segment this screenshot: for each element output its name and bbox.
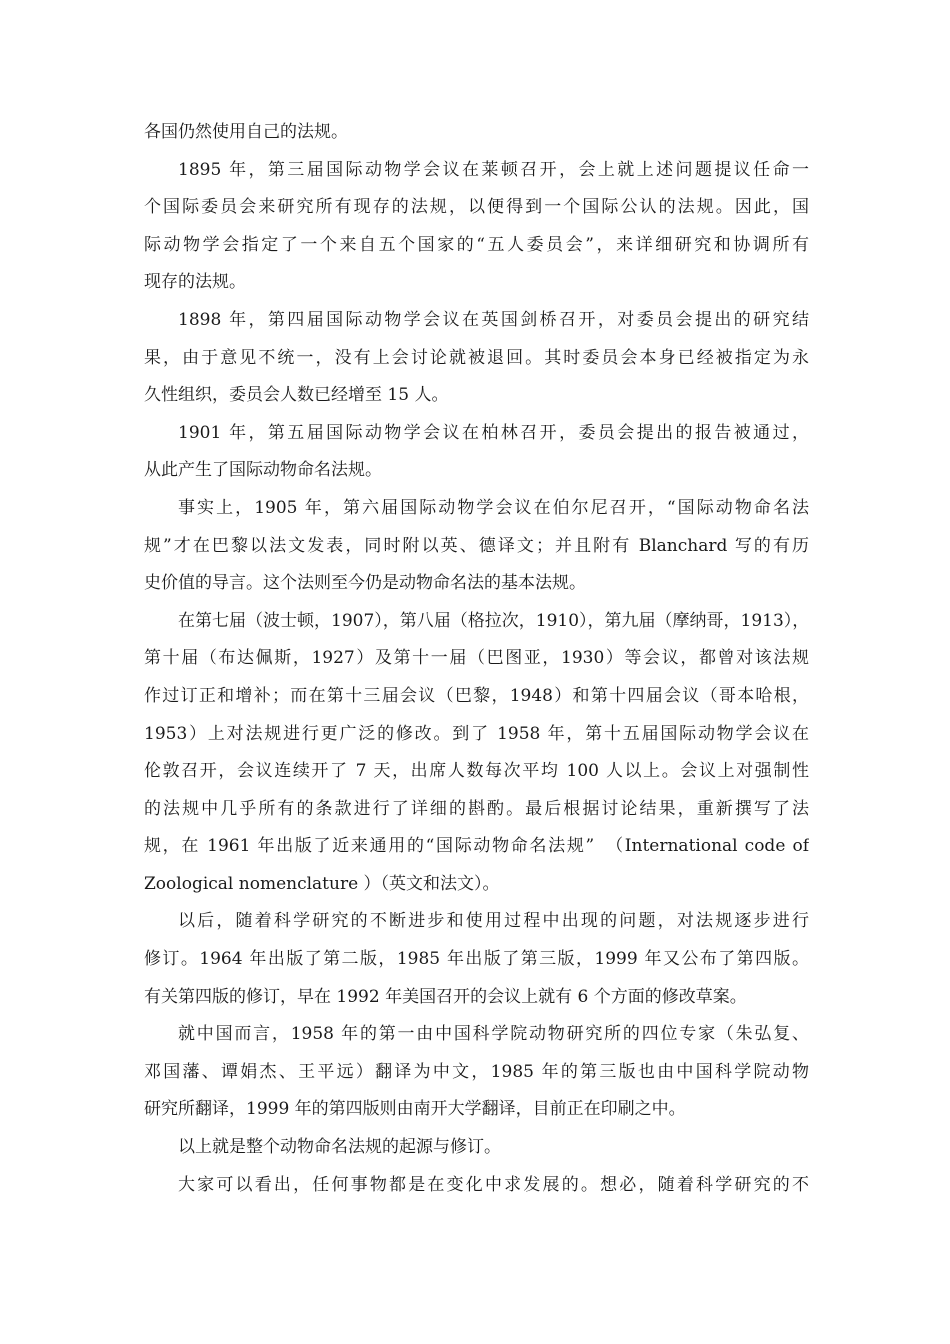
text-line: 修订。1964 年出版了第二版，1985 年出版了第三版，1999 年又公布了第四版。 (144, 949, 809, 970)
text-line: 作过订正和增补；而在第十三届会议（巴黎，1948）和第十四届会议（哥本哈根， (144, 685, 809, 706)
text-line: 在第七届（波士顿，1907），第八届（格拉次，1910），第九届（摩纳哥，1913）， (178, 610, 809, 631)
body-text (144, 114, 809, 1204)
text-line: 就中国而言，1958 年的第一由中国科学院动物研究所的四位专家（朱弘复、 (178, 1024, 809, 1045)
text-line: 伦敦召开，会议连续开了 7 天，出席人数每次平均 100 人以上。会议上对强制性 (144, 761, 809, 782)
text-line: 际动物学会指定了一个来自五个国家的“五人委员会”，来详细研究和协调所有 (144, 234, 809, 255)
text-line: 1901 年，第五届国际动物学会议在柏林召开，委员会提出的报告被通过， (178, 422, 809, 443)
text-line: 规，在 1961 年出版了近来通用的“国际动物命名法规” （International code of (144, 836, 809, 857)
text-line: 各国仍然使用自己的法规。 (144, 122, 348, 142)
text-line: 久性组织，委员会人数已经增至 15 人。 (144, 385, 449, 406)
text-line: 有关第四版的修订，早在 1992 年美国召开的会议上就有 6 个方面的修改草案。 (144, 986, 747, 1007)
text-line: 第十届（布达佩斯，1927）及第十一届（巴图亚，1930）等会议，都曾对该法规 (144, 648, 809, 669)
text-line: 史价值的导言。这个法则至今仍是动物命名法的基本法规。 (144, 573, 586, 594)
text-line: 1895 年，第三届国际动物学会议在莱顿召开，会上就上述问题提议任命一 (178, 159, 809, 180)
text-line: 个国际委员会来研究所有现存的法规，以便得到一个国际公认的法规。因此，国 (144, 197, 809, 218)
text-line: 1898 年，第四届国际动物学会议在英国剑桥召开，对委员会提出的研究结 (178, 309, 809, 330)
text-line: 规”才在巴黎以法文发表，同时附以英、德译文；并且附有 Blanchard 写的有历 (144, 535, 809, 556)
text-line: 事实上，1905 年，第六届国际动物学会议在伯尔尼召开，“国际动物命名法 (178, 497, 809, 518)
text-line: 1953）上对法规进行更广泛的修改。到了 1958 年，第十五届国际动物学会议在 (144, 723, 809, 744)
text-line: 果，由于意见不统一，没有上会讨论就被退回。其时委员会本身已经被指定为永 (144, 347, 809, 368)
text-line: 的法规中几乎所有的条款进行了详细的斟酌。最后根据讨论结果，重新撰写了法 (144, 798, 809, 819)
text-line: 现存的法规。 (144, 272, 246, 293)
text-line: 从此产生了国际动物命名法规。 (144, 460, 382, 481)
text-line: 以后，随着科学研究的不断进步和使用过程中出现的问题，对法规逐步进行 (178, 911, 809, 932)
text-line: 研究所翻译，1999 年的第四版则由南开大学翻译，目前正在印刷之中。 (144, 1099, 686, 1120)
text-line: 以上就是整个动物命名法规的起源与修订。 (178, 1137, 501, 1158)
text-line: 大家可以看出，任何事物都是在变化中求发展的。想必，随着科学研究的不 (178, 1174, 809, 1195)
text-line: Zoological nomenclature ）（英文和法文）。 (144, 873, 500, 894)
text-line: 邓国藩、谭娟杰、王平远）翻译为中文，1985 年的第三版也由中国科学院动物 (144, 1061, 809, 1082)
